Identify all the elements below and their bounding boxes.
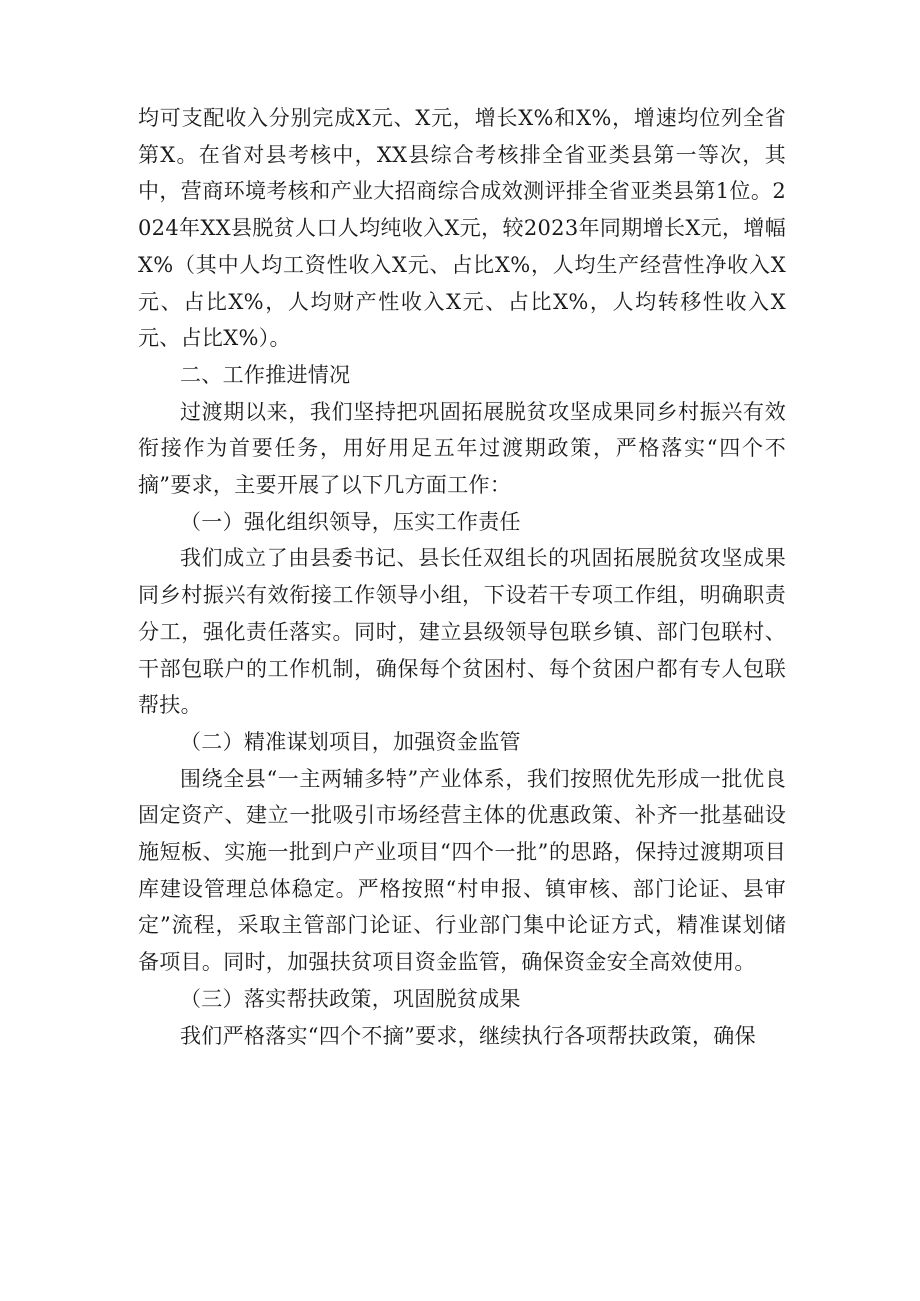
section-heading-work-progress: 二、工作推进情况 xyxy=(180,362,351,387)
sub-heading-organization: （一）强化组织领导，压实工作责任 xyxy=(180,509,521,534)
sub-heading-assistance-policy: （三）落实帮扶政策，巩固脱贫成果 xyxy=(180,986,521,1011)
paragraph-leadership-group: 我们成立了由县委书记、县长任双组长的巩固拓展脱贫攻坚成果同乡村振兴有效衔接工作领导小组，下设若干专项工作组，明确职责分工，强化责任落实。同时，建立县级领导包联乡镇、部门包联村、干部包联户的工作机制，确保每个贫困村、每个贫困户都有专人包联帮扶。 xyxy=(138,546,786,718)
sub-heading-projects-funds: （二）精准谋划项目，加强资金监管 xyxy=(180,729,521,754)
paragraph-industry-system: 围绕全县“一主两辅多特”产业体系，我们按照优先形成一批优良固定资产、建立一批吸引市场经营主体的优惠政策、补齐一批基础设施短板、实施一批到户产业项目“四个一批”的思路，保持过渡期项目库建设管理总体稳定。严格按照“村申报、镇审核、部门论证、县审定”流程，采取主管部门论证、行业部门集中论证方式，精准谋划储备项目。同时，加强扶贫项目资金监管，确保资金安全高效使用。 xyxy=(138,766,786,975)
paragraph-four-not-removed: 我们严格落实“四个不摘”要求，继续执行各项帮扶政策，确保 xyxy=(180,1023,756,1048)
paragraph-income-summary: 均可支配收入分别完成X元、X元，增长X%和X%，增速均位列全省第X。在省对县考核中，XX县综合考核排全省亚类县第一等次，其中，营商环境考核和产业大招商综合成效测评排全省亚类县第1位。2024年XX县脱贫人口人均纯收入X元，较2023年同期增长X元，增幅X%（其中人均工资性收入X元、占比X%，人均生产经营性净收入X元、占比X%，人均财产性收入X元、占比X%，人均转移性收入X元、占比X%）。 xyxy=(138,106,786,351)
paragraph-transition-period: 过渡期以来，我们坚持把巩固拓展脱贫攻坚成果同乡村振兴有效衔接作为首要任务，用好用足五年过渡期政策，严格落实“四个不摘”要求，主要开展了以下几方面工作： xyxy=(138,399,786,498)
document-page xyxy=(138,100,786,1054)
